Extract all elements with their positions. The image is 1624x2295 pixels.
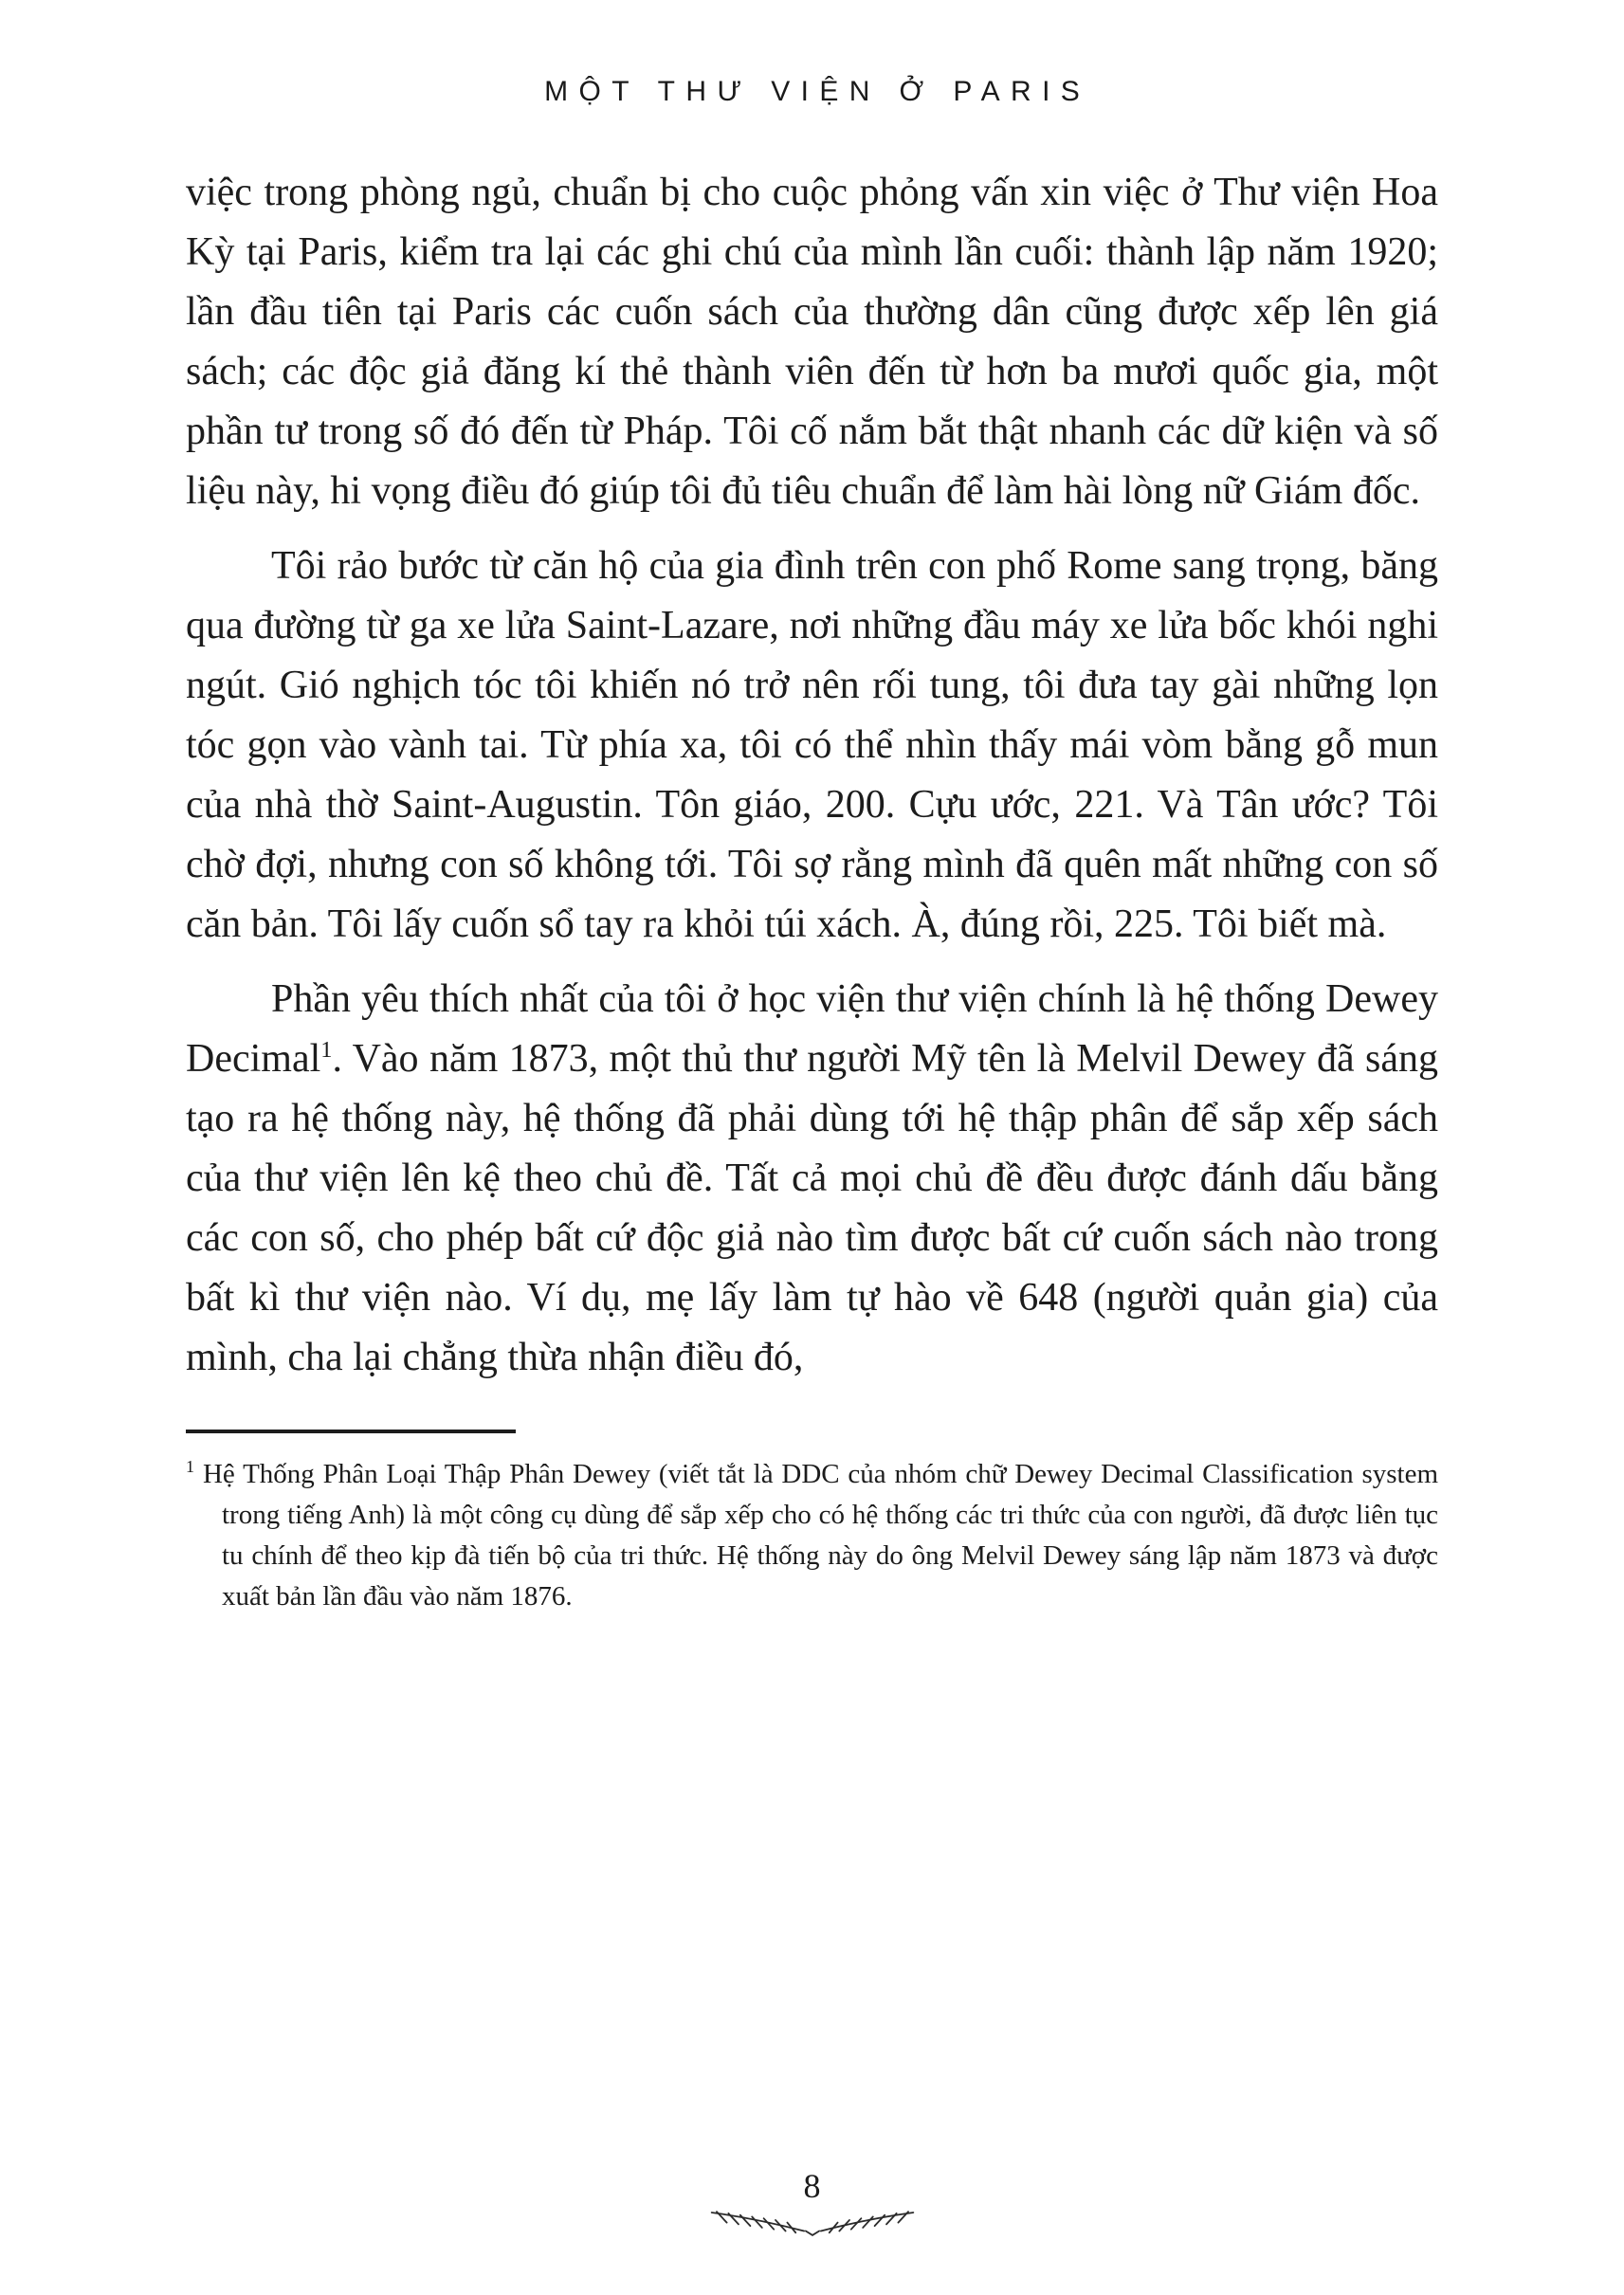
laurel-flourish-icon xyxy=(703,2205,922,2242)
page-body xyxy=(186,163,1438,1617)
paragraph-text: . Vào năm 1873, một thủ thư người Mỹ tên là Melvil Dewey đã sáng tạo ra hệ thống này, hệ thống đã phải dùng tới hệ thập phân để sắp xếp sách của thư viện lên kệ theo chủ đề. Tất cả mọi chủ đề đều được đánh dấu bằng các con số, cho phép bất cứ độc giả nào tìm được bất cứ cuốn sách nào trong bất kì thư viện nào. Ví dụ, mẹ lấy làm tự hào về 648 (người quản gia) của mình, cha lại chẳng thừa nhận điều đó, xyxy=(186,1037,1438,1379)
paragraph xyxy=(186,970,1438,1388)
paragraph: Tôi rảo bước từ căn hộ của gia đình trên con phố Rome sang trọng, băng qua đường từ ga xe lửa Saint-Lazare, nơi những đầu máy xe lửa bốc khói nghi ngút. Gió nghịch tóc tôi khiến nó trở nên rối tung, tôi đưa tay gài những lọn tóc gọn vào vành tai. Từ phía xa, tôi có thể nhìn thấy mái vòm bằng gỗ mun của nhà thờ Saint-Augustin. Tôn giáo, 200. Cựu ước, 221. Và Tân ước? Tôi chờ đợi, nhưng con số không tới. Tôi sợ rằng mình đã quên mất những con số căn bản. Tôi lấy cuốn sổ tay ra khỏi túi xách. À, đúng rồi, 225. Tôi biết mà. xyxy=(186,544,1438,946)
page-footer xyxy=(186,2169,1438,2242)
footnote-marker: 1 xyxy=(186,1457,194,1477)
footnote-body: Hệ Thống Phân Loại Thập Phân Dewey (viết tắt là DDC của nhóm chữ Dewey Decimal Classification system trong tiếng Anh) là một công cụ dùng để sắp xếp cho có hệ thống các tri thức của con người, đã được liên tục tu chính để theo kịp đà tiến bộ của tri thức. Hệ thống này do ông Melvil Dewey sáng lập năm 1873 và được xuất bản lần đầu vào năm 1876. xyxy=(202,1459,1438,1612)
footnote-reference: 1 xyxy=(320,1037,333,1063)
paragraph: việc trong phòng ngủ, chuẩn bị cho cuộc phỏng vấn xin việc ở Thư viện Hoa Kỳ tại Paris, kiểm tra lại các ghi chú của mình lần cuối: thành lập năm 1920; lần đầu tiên tại Paris các cuốn sách của thường dân cũng được xếp lên giá sách; các độc giả đăng kí thẻ thành viên đến từ hơn ba mươi quốc gia, một phần tư trong số đó đến từ Pháp. Tôi cố nắm bắt thật nhanh các dữ kiện và số liệu này, hi vọng điều đó giúp tôi đủ tiêu chuẩn để làm hài lòng nữ Giám đốc. xyxy=(186,171,1438,513)
running-header xyxy=(186,76,1438,108)
footnote-divider xyxy=(186,1430,516,1433)
paragraph-text: Phần yêu thích nhất của tôi ở học viện thư viện chính là hệ thống Dewey Decimal xyxy=(186,977,1438,1081)
footnote-section xyxy=(186,1430,1438,1617)
running-header-title: MỘT THƯ VIỆN Ở PARIS xyxy=(544,76,1091,107)
page-number: 8 xyxy=(803,2167,821,2205)
footnote-text xyxy=(186,1454,1438,1617)
